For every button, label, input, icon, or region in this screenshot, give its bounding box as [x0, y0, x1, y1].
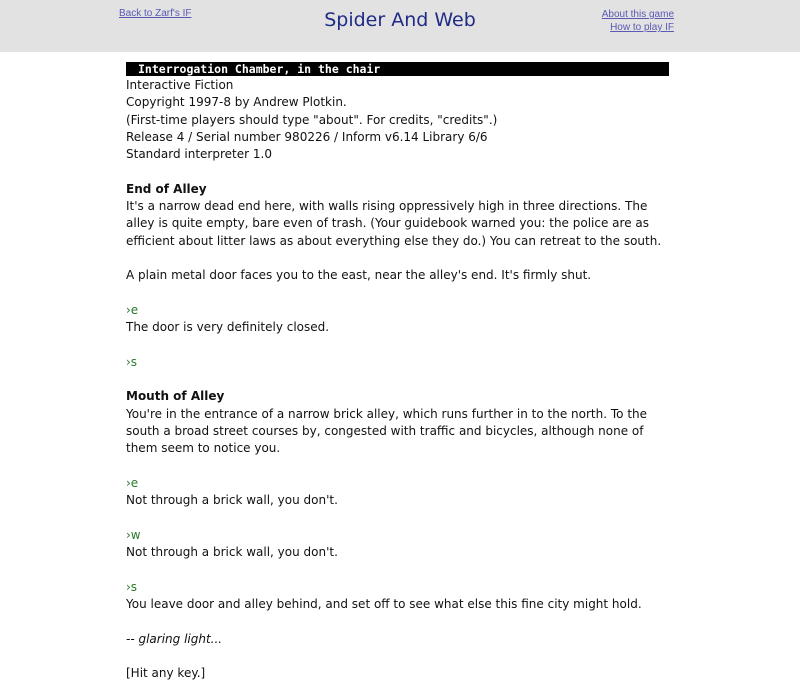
- player-command: ›s: [126, 354, 138, 369]
- status-line: Interrogation Chamber, in the chair: [126, 62, 669, 76]
- game-window[interactable]: [126, 62, 669, 682]
- intro-line: Release 4 / Serial number 980226 / Inform v6.14 Library 6/6: [126, 129, 488, 144]
- about-link[interactable]: About this game: [601, 9, 674, 20]
- spacer: [126, 458, 669, 475]
- spacer: [126, 336, 669, 353]
- spacer: [126, 371, 669, 388]
- spacer: [126, 250, 669, 267]
- player-command: ›w: [126, 527, 141, 542]
- spacer: [126, 561, 669, 578]
- how-to-play-link[interactable]: How to play IF: [610, 22, 674, 33]
- player-command: ›s: [126, 579, 138, 594]
- game-response: You leave door and alley behind, and set off to see what else this fine city might hold.: [126, 596, 642, 611]
- top-bar: [0, 0, 800, 52]
- spacer: [126, 163, 669, 180]
- intro-line: (First-time players should type "about". For credits, "credits".): [126, 112, 498, 127]
- player-command: ›e: [126, 302, 139, 317]
- room-title: End of Alley: [126, 181, 207, 196]
- top-right-links: [602, 8, 674, 34]
- room-description: It's a narrow dead end here, with walls rising oppressively high in three directions. The alley is quite empty, bare even of trash. (Your guidebook warned you: the police are as efficient about litter laws as about everything else they do.) You can retreat to the south.: [126, 199, 662, 248]
- intro-line: Standard interpreter 1.0: [126, 147, 272, 162]
- intro-line: Copyright 1997-8 by Andrew Plotkin.: [126, 95, 347, 110]
- room-title: Mouth of Alley: [126, 389, 225, 404]
- game-response: -- glaring light...: [126, 631, 223, 646]
- hit-any-key-prompt[interactable]: [Hit any key.]: [126, 666, 206, 681]
- spacer: [126, 613, 669, 630]
- game-response: The door is very definitely closed.: [126, 320, 330, 335]
- player-command: ›e: [126, 475, 139, 490]
- spacer: [126, 285, 669, 302]
- intro-line: Interactive Fiction: [126, 78, 234, 92]
- game-response: Not through a brick wall, you don't.: [126, 545, 338, 560]
- page-title: Spider And Web: [324, 9, 476, 31]
- room-description: A plain metal door faces you to the east, near the alley's end. It's firmly shut.: [126, 268, 592, 283]
- spacer: [126, 648, 669, 665]
- room-description: You're in the entrance of a narrow brick alley, which runs further in to the north. To the south a broad street courses by, congested with traffic and bicycles, although none of them seem to notice you.: [126, 406, 648, 456]
- spacer: [126, 509, 669, 526]
- game-response: Not through a brick wall, you don't.: [126, 493, 338, 508]
- back-link[interactable]: Back to Zarf's IF: [119, 8, 192, 19]
